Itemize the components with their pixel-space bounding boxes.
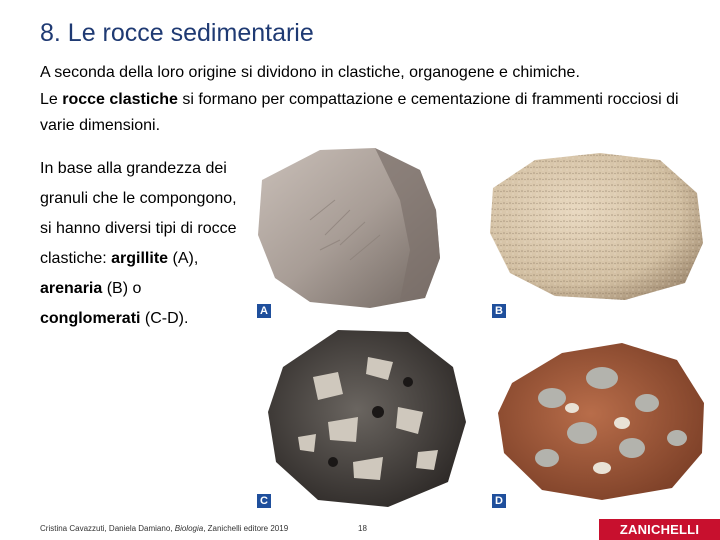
side-mid-1: (A), xyxy=(168,250,199,267)
rock-image-d xyxy=(492,338,714,503)
side-text xyxy=(40,154,240,334)
publisher-logo: ZANICHELLI xyxy=(599,519,720,540)
rock-image-a xyxy=(250,140,450,315)
footer-authors: Cristina Cavazzuti, Daniela Damiano, xyxy=(40,524,175,533)
intro-line-2-prefix: Le xyxy=(40,90,63,108)
term-arenaria: arenaria xyxy=(40,280,103,297)
label-d: D xyxy=(492,494,506,508)
term-argillite: argillite xyxy=(111,250,169,267)
intro-text xyxy=(40,60,705,140)
footer-publisher: , Zanichelli editore 2019 xyxy=(203,524,289,533)
term-conglomerati: conglomerati xyxy=(40,310,141,327)
side-paragraph xyxy=(40,154,240,334)
intro-line-2-suffix: si formano per compattazione e cementazione di frammenti rocciosi di varie dimensioni. xyxy=(40,90,679,134)
label-a: A xyxy=(257,304,271,318)
intro-line-2 xyxy=(40,87,705,140)
side-prefix: In base alla grandezza dei granuli che le compongono, si hanno diversi tipi di rocce clastiche: xyxy=(40,160,237,267)
intro-line-1: A seconda della loro origine si dividono in clastiche, organogene e chimiche. xyxy=(40,64,580,81)
footer-book: Biologia xyxy=(174,524,204,533)
side-suffix: (C-D). xyxy=(140,310,189,327)
label-c: C xyxy=(257,494,271,508)
footer-credits xyxy=(40,524,288,533)
side-mid-2: (B) o xyxy=(102,280,142,297)
rock-image-c xyxy=(258,322,478,512)
page-number: 18 xyxy=(358,524,367,533)
slide-title: 8. Le rocce sedimentarie xyxy=(40,19,314,47)
rock-image-b xyxy=(485,148,710,308)
label-b: B xyxy=(492,304,506,318)
intro-line-2-bold: rocce clastiche xyxy=(62,90,178,108)
